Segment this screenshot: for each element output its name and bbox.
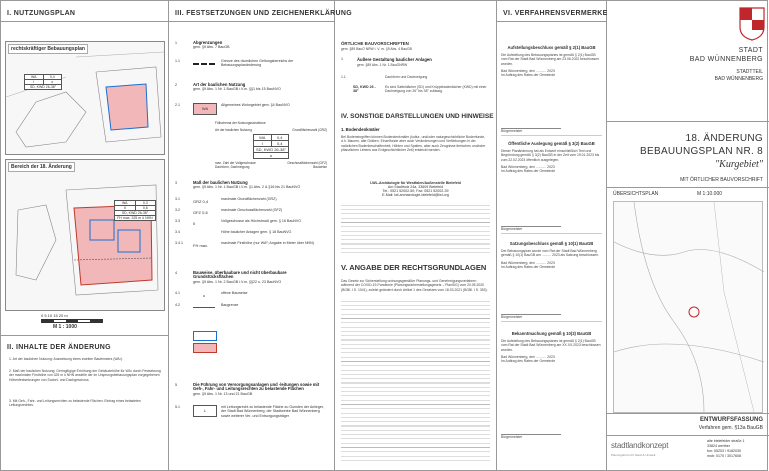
box-sign: Im Auftrag des Rates der Gemeinde (501, 73, 556, 78)
entry-desc: maximale Geschossflächenzahl (GFZ) (221, 208, 283, 212)
entry-number: 3 (175, 181, 177, 185)
entry-number: 5.1 (175, 405, 180, 409)
entry-number: 3.4 (175, 230, 180, 234)
legend-cell: SD, KWD 26-38° (255, 147, 287, 152)
nz2-gfz: 0,6 (142, 206, 148, 210)
gfz-symbol: GFZ 0,6 (193, 210, 208, 215)
bodendenkmaeler-text: Bei Bodeneingriffen können Bodendenkmäler (kultur- und/oder naturgeschichtliche Bodenfunde, d.h. Mauern, alte Gräben, Einzelfunde aber auch Veränderungen und Verfärbungen in der natürlichen Bodenbeschaffenheit, Höhlen und Spalten, aber auch Zeugnisse tierischen und/oder pflanzlichen Lebens aus Erdgeschichtlicher Zeit) entdeckt werden. (341, 135, 486, 152)
entry-desc: offene Bauweise (221, 291, 248, 295)
dachform-symbol: SD, KWD 26 - 38° (353, 85, 376, 93)
entry-desc: Allgemeines Wohngebiet gem. §4 BauNVO (221, 103, 290, 107)
legend-h2: Grundflächenzahl (GRZ) (292, 128, 327, 132)
scale-bar-ticks: 0 5 10 15 20 m (41, 313, 68, 318)
procedure-label: Verfahren gem. §13a BauGB (698, 425, 763, 431)
entry-title: Bauweise, überbaubare und nicht überbaubare Grundstücksflächen (193, 270, 287, 280)
section-title-rechtsgrundlagen: V. ANGABE DER RECHTSGRUNDLAGEN (341, 263, 487, 272)
plan-change-title: 18. ÄNDERUNG (685, 133, 763, 144)
dachform-desc: Es sind Satteldächer (SD) und Krüppelwalmdächer (KWD) mit einer Dachneigung von 26° bis 38° zulässig. (385, 85, 487, 94)
rechtsgrundlagen-text: Das Gesetz zur Sicherstellung ordnungsgemäßer Planungs- und Genehmigungsverfahren während der COVID-19-Pandemie (Planungssicherstellungsgesetz – PlanSiG) vom 20.05.2020 (BGBl. I S. 1041), zuletzt geändert durch Artikel 1 des Gesetzes vom 18.03.2021 (BGBl. I S. 353). (341, 279, 488, 292)
entry-subtitle: gem. §9 Abs. 7 BauGB (193, 45, 230, 50)
legend-cell: I (254, 141, 272, 146)
nz-wa: WA (25, 75, 44, 79)
nutzungsschablone-legend (215, 121, 327, 169)
bekanntmachung-box (501, 331, 602, 459)
entry-3-1 (175, 197, 328, 207)
box-desc: Die Aufstellung des Bebauungsplanes ist gemäß § 2(1) BauGB vom Rat der Stadt Bad Wünnenberg am 23.06.2022 beschlossen worden. (501, 53, 600, 66)
entry-desc: Höhe baulicher Anlagen gem. § 18 BauNVO (221, 230, 292, 234)
lwl-phone: Tel.: 0521 52002-50; Fax: 0521 52002-39 (382, 189, 449, 193)
bodendenkmaeler-title: 1. Bodendenkmäler (341, 127, 380, 132)
nz-i: I (25, 80, 44, 84)
entry-3-3 (175, 219, 328, 229)
nutzungsschablone-original (24, 74, 62, 90)
entry-number: 4.2 (175, 303, 180, 307)
legend-cell: 0,4 (276, 141, 283, 146)
legend-h4: Geschossflächenzahl (GFZ) (287, 161, 327, 165)
ii-symbol: II (193, 221, 196, 226)
overview-scale: M 1:10.000 (697, 191, 723, 197)
entry-number: 1 (175, 41, 177, 45)
entry-title: Art der baulichen Nutzung (193, 82, 246, 87)
o-symbol: o (202, 293, 206, 298)
box-place: Bad Wünnenberg, den ........... 2023 (501, 164, 555, 169)
address-street: alte bielefelder straße 1 (707, 439, 745, 443)
divider (607, 121, 769, 122)
entry-4-2 (175, 303, 328, 313)
entry-number: 3.2 (175, 208, 180, 212)
entry-number: 1.1 (175, 59, 180, 63)
nz-grz: 0,4 (49, 75, 55, 79)
legend-note: Füllschema der Nutzungsschablone (215, 121, 266, 125)
entry-number: 4 (175, 271, 177, 275)
entry-desc: mit Leitungsrecht zu belastende Fläche zu Gunsten der Anlieger, der Stadt Bad Wünnenberg, der Stadtwerke Bad Wünnenberg sowie weiterer Ver- und Entsorgungsträger (221, 405, 324, 418)
entry-5-1 (175, 405, 328, 417)
box-title: Öffentliche Auslegung gemäß § 3(2) BauGB (508, 141, 595, 146)
district-name: BAD WÜNNENBERG (714, 76, 763, 82)
divider (607, 187, 769, 188)
entry-5 (175, 383, 328, 395)
legend-cell: WA (254, 135, 272, 140)
entry-number: 3.4.1 (175, 241, 183, 245)
entry-number: 2.1 (175, 103, 180, 107)
city-name: BAD WÜNNENBERG (689, 56, 763, 63)
box-mayor: Bürgermeister (501, 434, 561, 439)
box-title: Satzungsbeschluss gemäß § 10(1) BauGB (509, 241, 594, 246)
district-label: STADTTEIL (736, 69, 763, 75)
box-sign: Im Auftrag des Rates der Gemeinde (501, 359, 556, 364)
box-title: Aufstellungsbeschluss gemäß § 2(1) BauGB (507, 45, 596, 50)
entry-3-2 (175, 208, 328, 218)
entry-desc: maximale Grundflächenzahl (GRZ) (221, 197, 277, 201)
entry-3 (175, 181, 328, 193)
column-bauvorschriften: ÖRTLICHE BAUVORSCHRIFTEN gem. §89 BauO NRW i. V. m. §9 Abs. 4 BauGB 1 Äußere Gestaltung baulicher Anlagen gem. §89 Abs. 1 Nr. 1 BauONRW 1.1 Dachform und Dachneigung SD, KWD 26 - 38° Es sind Satteldächer (SD) und Krüppelwalmdächer (KWD) mit einer Dachneigung von 26° bis 38° zulässig. IV. SONSTIGE DARSTELLUNGEN UND HINWEISE 1. Bodendenkmäler Bei Bodeneingriffen können Bodendenkmäler (kultur- und/oder naturgeschichtliche Bodenfunde, d.h. Mauern, alte Gräben, Einzelfunde aber auch Veränderungen und Verfärbungen in der natürlichen Bodenbeschaffenheit, Höhlen und Spalten, aber auch Zeugnisse tierischen und/oder pflanzlichen Lebens aus Erdgeschichtlicher Zeit) entdeckt werden. LWL-Archäologie für Westfalen/Außenstelle Bielefeld Am Stadtholz 24a, 33609 Bielefeld Tel.: 0521 52002-50; Fax: 0521 52002-39 E-Mail: lwl-archaeologie-bielefeld@lwl.org V. ANGABE DER RECHTSGRUNDLAGEN Das Gesetz zur Sicherstellung ordnungsgemäßer Planungs- und Genehmigungsverfahren während der COVID-19-Pandemie (Planungssicherstellungsgesetz – PlanSiG) vom 20.05.2020 (BGBl. I S. 1041), zuletzt geändert durch Artikel 1 des Gesetzes vom 18.03.2021 (BGBl. I S. 353). (335, 1, 497, 470)
satzungsbeschluss-box (501, 241, 602, 322)
entry-desc: Grenze des räumlichen Geltungsbereichs der Bebauungsplanänderung (221, 59, 294, 68)
entry-4-1 (175, 291, 328, 301)
nz2-grz: 0,3 (142, 201, 148, 205)
lwl-email: E-Mail: lwl-archaeologie-bielefeld@lwl.org (382, 193, 449, 197)
rechtsgrundlagen-body (341, 301, 490, 461)
bauvorschriften-sub: gem. §89 BauO NRW i. V. m. §9 Abs. 4 BauGB (341, 47, 412, 51)
lwl-address (355, 181, 476, 197)
baugrenze-symbol (193, 307, 215, 308)
entry-desc: maximale Firsthöhe (nur WA²; Angabe in Meter über NHN) (221, 241, 314, 245)
divider (607, 413, 769, 414)
box-place: Bad Wünnenberg, den ........... 2023 (501, 68, 555, 73)
entry-3-4-1 (175, 241, 328, 251)
plan-name: "Kurgebiet" (714, 159, 763, 170)
column-nutzungsplan (1, 1, 169, 470)
entry-subtitle: gem. §9 Abs. 1 Nr. 13 und 21 BauGB (193, 391, 253, 396)
box-sign: Im Auftrag des Rates der Gemeinde (501, 264, 556, 269)
stage-label: ENTWURFSFASSUNG (700, 417, 763, 423)
column-festsetzungen (169, 1, 352, 470)
entry-2-1 (175, 103, 328, 115)
entry-number: 4.1 (175, 291, 180, 295)
entry-3-4 (175, 230, 328, 240)
coat-of-arms-icon (739, 7, 765, 41)
grz-symbol: GRZ 0,4 (193, 199, 209, 204)
entry-title: Maß der baulichen Nutzung (193, 180, 248, 185)
plan-subtitle: MIT ÖRTLICHER BAUVORSCHRIFT (680, 177, 763, 183)
change-item-1: 1. Art der baulichen Nutzung: Ausweisung eines zweiten Baufensters (WA²). (9, 357, 123, 361)
legend-h6: Bauweise (313, 165, 327, 169)
column-verfahrensvermerke (497, 1, 607, 470)
entry-1-1 (175, 59, 328, 71)
change-item-2: 2. Maß der baulichen Nutzung: Geringfügige Erhöhung der Gebäudehöhe für WA² durch Festsetzung der maximalen Firsthöhe von 325 m ü NHN anstelle der im Ursprungsbebauungsplan vorgegebenen Höhenfestsetzungen von Sockel- und Dachgeschoss. (9, 369, 161, 382)
gestaltung-sub: gem. §89 Abs. 1 Nr. 1 BauONRW (357, 63, 408, 67)
box-place: Bad Wünnenberg, den ........... 2023 (501, 354, 555, 359)
nz2-sd: SD, KWD 26-38° (115, 210, 155, 215)
overview-map (613, 201, 763, 413)
entry-1 (175, 41, 328, 53)
original-plan-drawing (6, 42, 164, 154)
legend-h3: max. Zahl der Vollgeschosse (215, 161, 256, 165)
legend-cell: o (254, 152, 288, 158)
firm-logo: stadtlandkonzept (611, 441, 669, 450)
entry-desc: Vollgeschosse als Höchstmaß gem. § 16 BauNVO (221, 219, 302, 223)
nz-sd: SD, KWD 26-38° (25, 84, 61, 89)
dachform-title: Dachform und Dachneigung (385, 75, 428, 79)
nz2-fh: FH max. 325 m ü NHN (115, 215, 155, 220)
address-city: 33824 werther (707, 444, 730, 448)
entry-number: 5 (175, 383, 177, 387)
lwl-street: Am Stadtholz 24a, 33609 Bielefeld (387, 185, 444, 189)
scale-bar (41, 319, 103, 323)
box-mayor: Bürgermeister (501, 226, 561, 231)
legend-cell: 0,4 (276, 135, 283, 140)
entry-number: 3.1 (175, 197, 180, 201)
nutzungsschablone-change (114, 200, 156, 221)
nz2-wa: WA (115, 201, 136, 205)
entry-subtitle: gem. §9 Abs. 1 Nr. 2 BauGB i.V.m. §§22 u. 23 BauNVO (193, 279, 282, 284)
overview-label: ÜBERSICHTSPLAN (613, 191, 659, 197)
section-title-verfahren: VI. VERFAHRENSVERMERKE (497, 1, 606, 22)
entry-desc: Baugrenze (221, 303, 239, 307)
map-label-change: Bereich der 18. Änderung (8, 162, 75, 172)
scale-label: M 1 : 1000 (53, 324, 77, 330)
entry-number: 2 (175, 83, 177, 87)
nz-o: o (51, 80, 54, 84)
address-mobile: mob: 0170 / 3017608 (707, 454, 741, 458)
change-area-drawing (6, 160, 164, 310)
nicht-ueberbaubar-symbol (193, 343, 217, 353)
wa-symbol: WA (193, 103, 217, 115)
fh-symbol: FH max. (193, 243, 209, 248)
l-symbol: L (193, 405, 217, 417)
boundary-symbol (193, 63, 215, 65)
entry-4 (175, 271, 328, 283)
section-title-inhalte: II. INHALTE DER ÄNDERUNG (7, 344, 111, 351)
box-title: Bekanntmachung gemäß § 10(3) BauGB (511, 331, 592, 336)
change-area-map (5, 159, 165, 311)
lwl-name: LWL-Archäologie für Westfalen/Außenstelle Bielefeld (370, 181, 461, 185)
aufstellungsbeschluss-box (501, 45, 602, 136)
ueberbaubar-symbol (193, 331, 217, 341)
auslegung-box (501, 141, 602, 234)
box-place: Bad Wünnenberg, den ........... 2023 (501, 260, 555, 265)
section-title-festsetzungen: III. FESTSETZUNGEN UND ZEICHENERKLÄRUNG (169, 1, 334, 22)
section-title-hinweise: IV. SONSTIGE DARSTELLUNGEN UND HINWEISE (341, 113, 494, 120)
entry-title: Die Führung von Versorgungsanlagen und -leitungen sowie mit Geh-, Fahr- und Leitungsrechten zu belastende Flächen (193, 382, 320, 392)
bauvorschriften-title: ÖRTLICHE BAUVORSCHRIFTEN (341, 41, 409, 46)
city-label: STADT (738, 47, 763, 54)
entry-subtitle: gem. §9 Abs. 1 Nr. 1 BauGB i.V.m. §§1 bis 15 BauNVO (193, 87, 281, 92)
entry-number: 3.3 (175, 219, 180, 223)
entry-2 (175, 83, 328, 95)
box-desc: Die Aufstellung des Bebauungsplanes ist gemäß § 2(1) BauGB vom Rat der Stadt Bad Wünnenberg am XX.XX.2023 beschlossen worden. (501, 339, 601, 352)
gestaltung-title: Äußere Gestaltung baulicher Anlagen (357, 57, 432, 62)
box-mayor: Bürgermeister (501, 314, 561, 319)
nz2-ii: II (115, 206, 136, 210)
column-title-block (607, 1, 769, 470)
map-label-original: rechtskräftiger Bebauungsplan (8, 44, 88, 54)
firm-address (707, 439, 745, 459)
legend-h5: Dachform, Dachneigung (215, 165, 250, 169)
change-item-3: 3. Mit Geh-, Fahr- und Leitungsrechten zu belastende Flächen: Eintrag eines belasteten Leitungsrechtes. (9, 399, 141, 408)
hinweise-body-text (341, 205, 490, 255)
box-desc: Der Bebauungsplan wurde vom Rat der Stadt Bad Wünnenberg gemäß § 10(1) BauGB am .......... 2023 als Satzung beschlossen. (501, 249, 600, 258)
section-title-nutzungsplan: I. NUTZUNGSPLAN (1, 1, 168, 22)
box-sign: Im Auftrag des Rates der Gemeinde (501, 169, 556, 174)
entry-title: Abgrenzungen (193, 40, 223, 45)
legend-h1: Art der baulichen Nutzung (215, 128, 252, 132)
address-phone: fon: 05203 / 9182030 (707, 449, 741, 453)
box-desc: Dieser Planänderung hat als Entwurf einschließlich Text und Begründung gemäß § 3(2) BauGB in der Zeit vom 19.01.2023 bis zum 22.02.2023 öffentlich ausgelegen. (501, 149, 600, 162)
entry-subtitle: gem. §9 Abs. 1 Nr. 1 BauGB i.V.m. §1 Abs. 2 & §16 bis 21 BauNVO (193, 185, 301, 190)
original-plan-map (5, 41, 165, 155)
firm-tagline: Planungsbüro für Stadt & Umwelt (611, 453, 656, 457)
overview-map-drawing (614, 202, 764, 412)
divider (607, 435, 769, 436)
box-mayor: Bürgermeister (501, 128, 561, 133)
plan-number-title: BEBAUUNGSPLAN NR. 8 (640, 146, 763, 157)
